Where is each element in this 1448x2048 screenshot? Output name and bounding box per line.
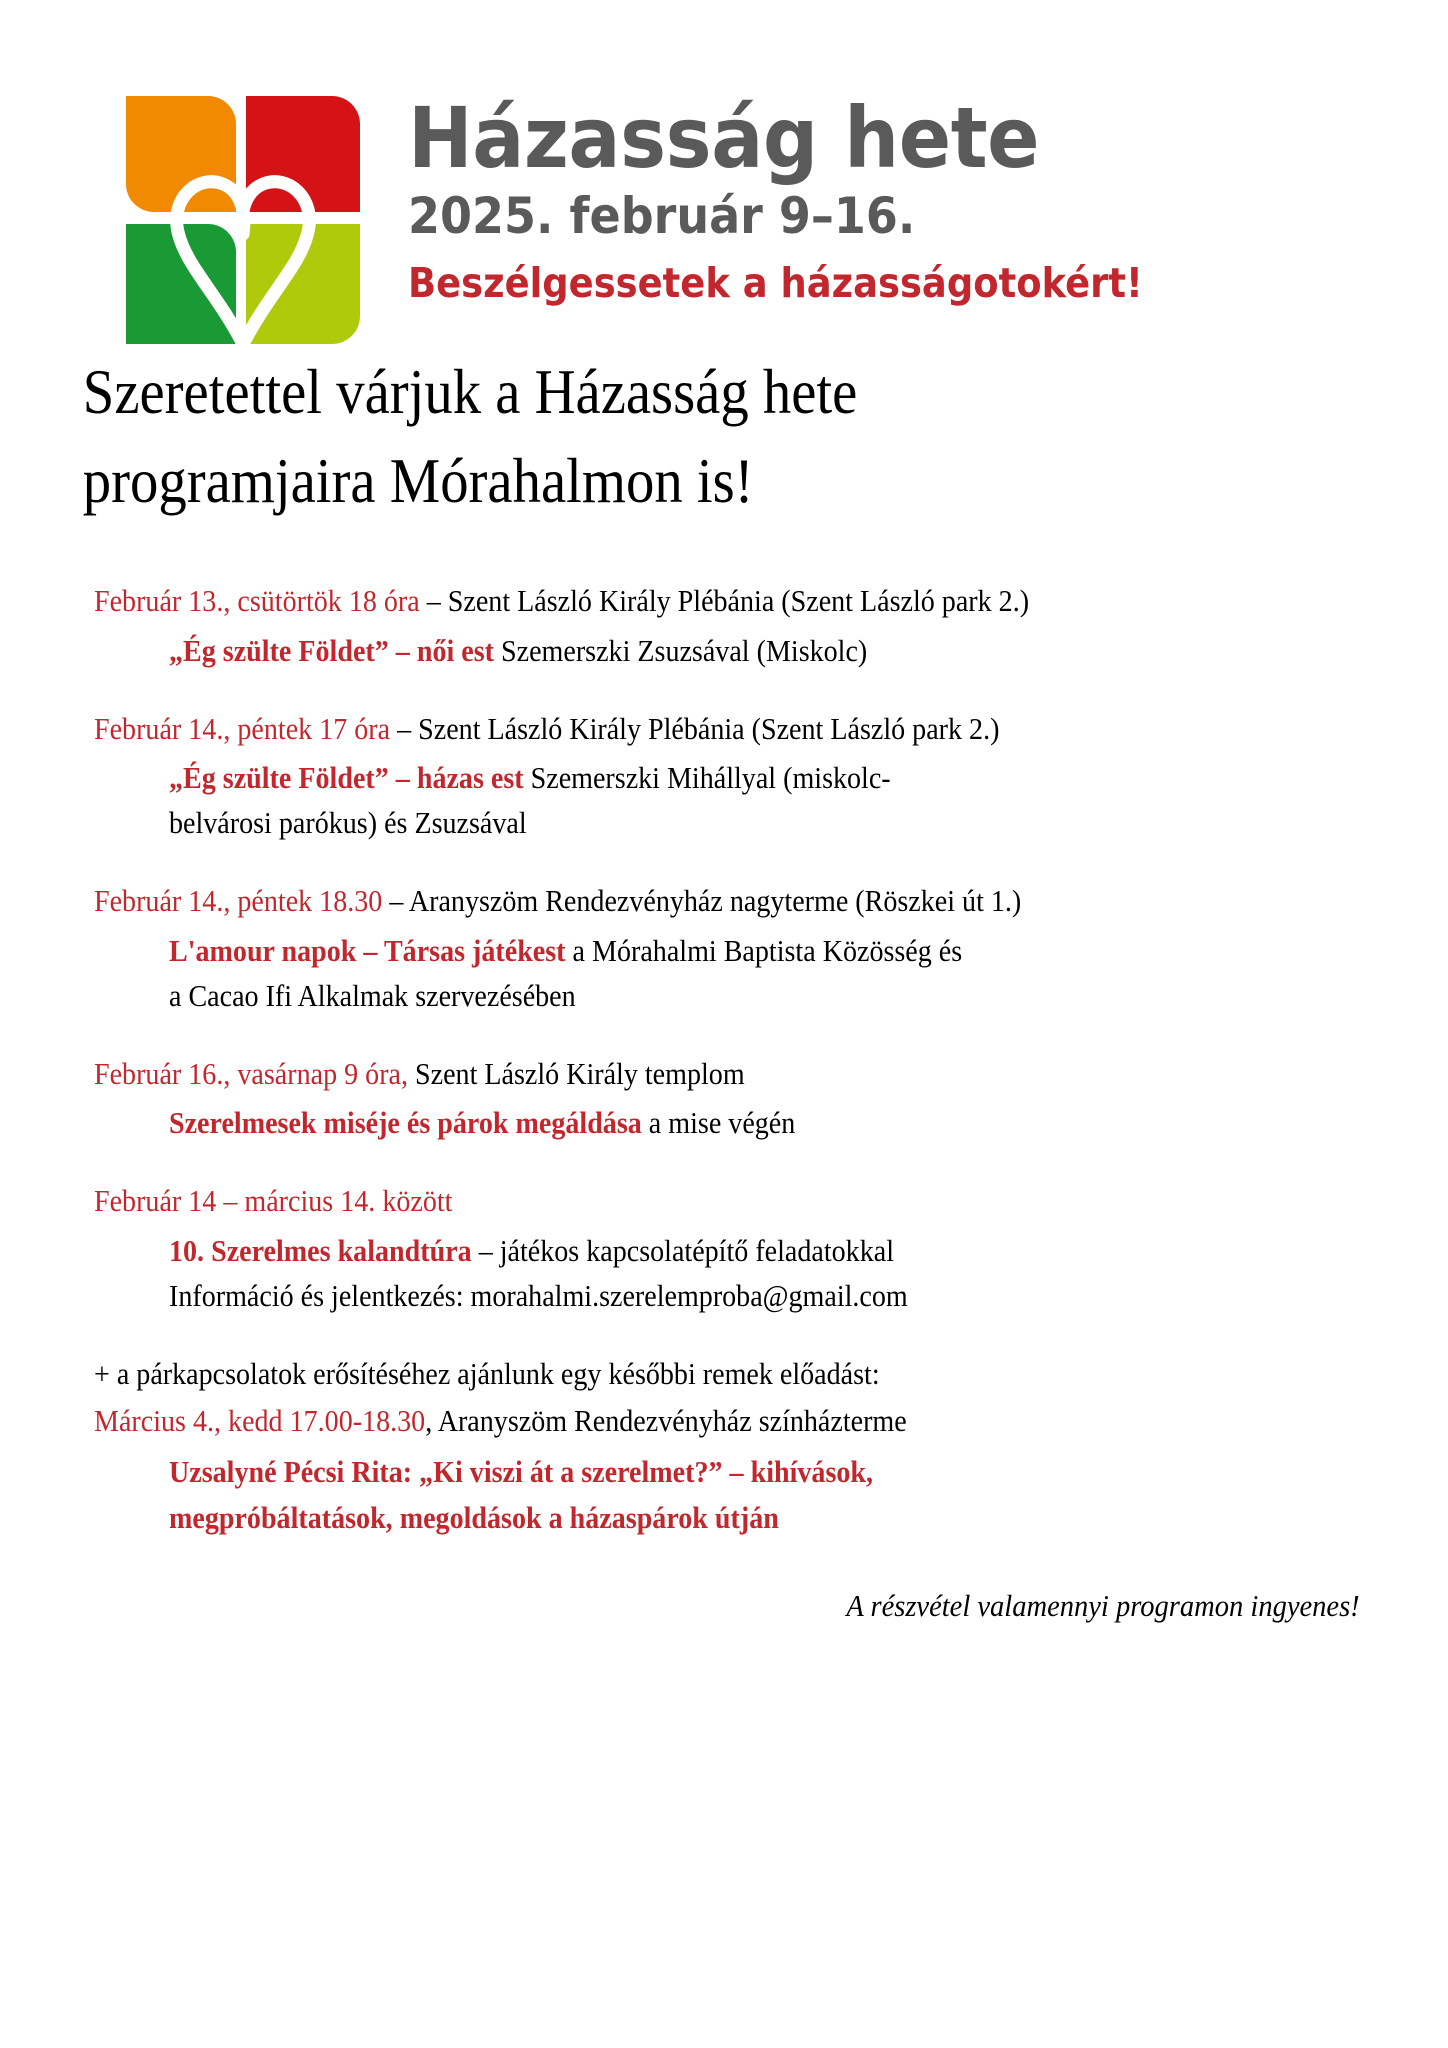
extra-title-tail: – kihívások, <box>722 1455 874 1490</box>
brand-slogan: Beszélgessetek a házasságotokért! <box>408 258 1143 307</box>
extra-recommendation-section <box>0 1352 1448 1542</box>
program-detail: – játékos kapcsolatépítő feladatokkal <box>471 1234 895 1269</box>
program-detail: Szemerszki Zsuzsával (Miskolc) <box>494 633 868 668</box>
program-item <box>94 1179 1378 1318</box>
extra-date-line <box>94 1399 1364 1445</box>
program-title-line <box>169 756 1365 801</box>
extra-title-line-2-text: megpróbáltatások, megoldások a házaspárok útján <box>169 1500 779 1535</box>
program-title-line <box>169 1101 1365 1146</box>
closing-note: A részvétel valamennyi programon ingyenes! <box>846 1587 1360 1623</box>
program-venue: Szent László Király templom <box>408 1056 745 1091</box>
program-date: Február 16., vasárnap 9 óra, <box>94 1056 409 1091</box>
program-detail-line-2: belvárosi parókus) és Zsuzsával <box>169 806 527 841</box>
program-detail: Szemerszki Mihállyal (miskolc- <box>523 761 891 796</box>
poster-header <box>0 0 1448 307</box>
program-date-line <box>94 1052 1364 1097</box>
program-title: 10. Szerelmes kalandtúra <box>169 1234 472 1269</box>
program-title: „Ég szülte Földet” – női est <box>169 633 495 668</box>
extra-venue: , Aranyszöm Rendezvényház színházterme <box>425 1404 907 1439</box>
program-title: „Ég szülte Földet” – házas est <box>169 761 524 796</box>
brand-title: Házasság hete <box>408 89 1040 187</box>
page-title <box>0 348 1278 527</box>
extra-title: Uzsalyné Pécsi Rita: „Ki viszi át a szerelmet?” <box>169 1455 723 1490</box>
program-detail: a Mórahalmi Baptista Közösség és <box>565 933 963 968</box>
program-contact-line: Információ és jelentkezés: morahalmi.szerelemproba@gmail.com <box>169 1278 908 1313</box>
program-title: L'amour napok – Társas játékest <box>169 933 566 968</box>
page-title-line-1: Szeretettel várjuk a Házasság hete <box>82 357 858 427</box>
program-detail: a mise végén <box>641 1106 796 1141</box>
brand-date: 2025. február 9–16. <box>408 186 916 245</box>
program-venue: – Aranyszöm Rendezvényház nagyterme (Röszkei út 1.) <box>382 884 1022 919</box>
program-item <box>94 1052 1378 1147</box>
program-date: Február 14 – március 14. között <box>94 1184 453 1219</box>
program-date-line <box>94 707 1364 752</box>
program-date: Február 13., csütörtök 18 óra <box>94 583 420 618</box>
program-venue: – Szent László Király Plébánia (Szent László park 2.) <box>419 583 1030 618</box>
extra-intro-text: + a párkapcsolatok erősítéséhez ajánlunk egy későbbi remek előadást: <box>94 1356 880 1391</box>
program-item <box>94 707 1378 846</box>
program-detail-line-2: a Cacao Ifi Alkalmak szervezésében <box>169 978 576 1013</box>
extra-title-line <box>169 1450 1356 1496</box>
page-title-line-2: programjaira Mórahalmon is! <box>82 446 754 517</box>
program-venue: – Szent László Király Plébánia (Szent László park 2.) <box>390 711 1000 746</box>
program-date: Február 14., péntek 17 óra <box>94 711 391 746</box>
extra-title-line-2 <box>169 1496 1356 1542</box>
program-item <box>94 579 1378 674</box>
extra-date: Március 4., kedd 17.00-18.30 <box>94 1404 426 1439</box>
program-title: Szerelmesek miséje és párok megáldása <box>169 1106 642 1141</box>
hazassag-hete-heart-logo-icon <box>112 96 374 344</box>
logo-wordmark <box>408 89 1224 308</box>
program-date-line <box>94 579 1364 624</box>
program-title-line <box>169 629 1365 674</box>
program-item <box>94 879 1378 1018</box>
program-date: Február 14., péntek 18.30 <box>94 884 383 919</box>
program-date-line <box>94 1179 1364 1224</box>
program-title-line <box>169 929 1365 974</box>
program-title-line <box>169 1229 1365 1274</box>
program-date-line <box>94 879 1364 924</box>
program-list <box>0 579 1448 1319</box>
